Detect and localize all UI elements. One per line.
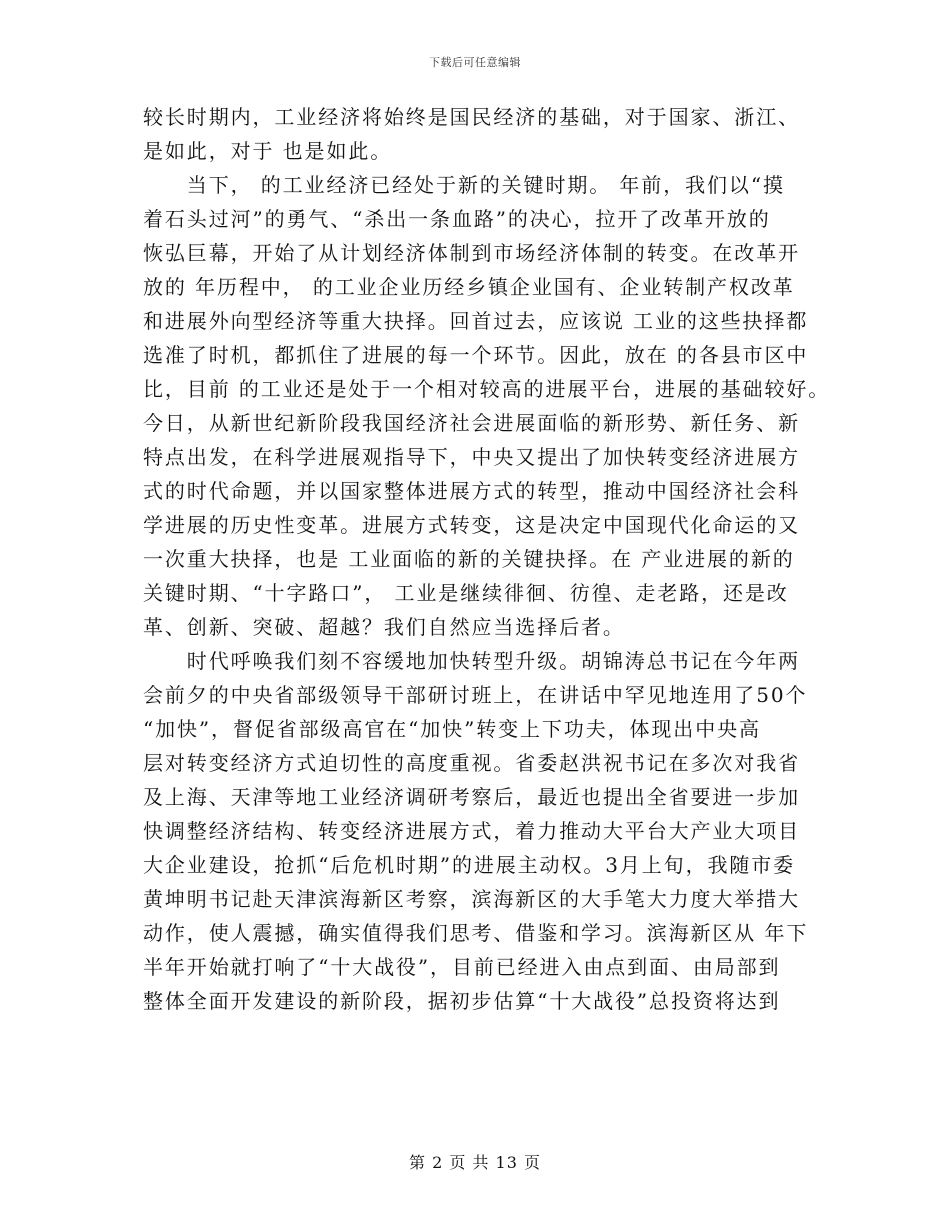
text-line: 和进展外向型经济等重大抉择。回首过去，应该说 工业的这些抉择都 xyxy=(143,309,809,333)
text-line: 比，目前 的工业还是处于一个相对较高的进展平台，进展的基础较好。 xyxy=(143,377,831,401)
text-line: 层对转变经济方式迫切性的高度重视。省委赵洪祝书记在多次对我省 xyxy=(143,751,800,775)
text-line: 学进展的历史性变革。进展方式转变，这是决定中国现代化命运的又 xyxy=(143,513,800,537)
page-header: 下载后可任意编辑 xyxy=(429,56,521,69)
text-line: 大企业建设，抢抓“后危机时期”的进展主动权。3月上旬，我随市委 xyxy=(143,853,796,877)
text-line: 式的时代命题，并以国家整体进展方式的转型，推动中国经济社会科 xyxy=(143,479,800,503)
text-line: 特点出发，在科学进展观指导下，中央又提出了加快转变经济进展方 xyxy=(143,445,800,469)
text-line: 一次重大抉择，也是 工业面临的新的关键抉择。在 产业进展的新的 xyxy=(143,547,795,571)
text-line: 整体全面开发建设的新阶段，据初步估算“十大战役”总投资将达到 xyxy=(143,989,781,1013)
text-line: 是如此，对于 也是如此。 xyxy=(143,139,393,163)
text-line: 较长时期内，工业经济将始终是国民经济的基础，对于国家、浙江、 xyxy=(143,105,800,129)
text-line: 革、创新、突破、超越？我们自然应当选择后者。 xyxy=(143,615,625,639)
text-line: 会前夕的中央省部级领导干部研讨班上，在讲话中罕见地连用了50个 xyxy=(143,683,808,707)
text-line: 半年开始就打响了“十大战役”，目前已经进入由点到面、由局部到 xyxy=(143,955,781,979)
text-line: 选准了时机，都抓住了进展的每一个环节。因此，放在 的各县市区中 xyxy=(143,343,809,367)
text-line: 今日，从新世纪新阶段我国经济社会进展面临的新形势、新任务、新 xyxy=(143,411,800,435)
text-line: 关键时期、“十字路口”， 工业是继续徘徊、彷徨、走老路，还是改 xyxy=(143,581,789,605)
text-line: 动作，使人震撼，确实值得我们思考、借鉴和学习。滨海新区从 年下 xyxy=(143,921,809,945)
page-number-footer: 第 2 页 共 13 页 xyxy=(409,1153,541,1172)
text-line: “加快”，督促省部级高官在“加快”转变上下功夫，体现出中央高 xyxy=(143,717,761,741)
text-line: 黄坤明书记赴天津滨海新区考察，滨海新区的大手笔大力度大举措大 xyxy=(143,887,800,911)
text-line: 恢弘巨幕，开始了从计划经济体制到市场经济体制的转变。在改革开 xyxy=(143,241,800,265)
text-line: 及上海、天津等地工业经济调研考察后，最近也提出全省要进一步加 xyxy=(143,785,800,809)
text-line: 快调整经济结构、转变经济进展方式，着力推动大平台大产业大项目 xyxy=(143,819,800,843)
text-line: 当下， 的工业经济已经处于新的关键时期。 年前，我们以“摸 xyxy=(143,173,785,197)
text-line: 放的 年历程中， 的工业企业历经乡镇企业国有、企业转制产权改革 xyxy=(143,275,795,299)
document-body xyxy=(143,100,831,1018)
text-line: 着石头过河”的勇气、“杀出一条血路”的决心，拉开了改革开放的 xyxy=(143,207,771,231)
text-line: 时代呼唤我们刻不容缓地加快转型升级。胡锦涛总书记在今年两 xyxy=(143,649,800,673)
